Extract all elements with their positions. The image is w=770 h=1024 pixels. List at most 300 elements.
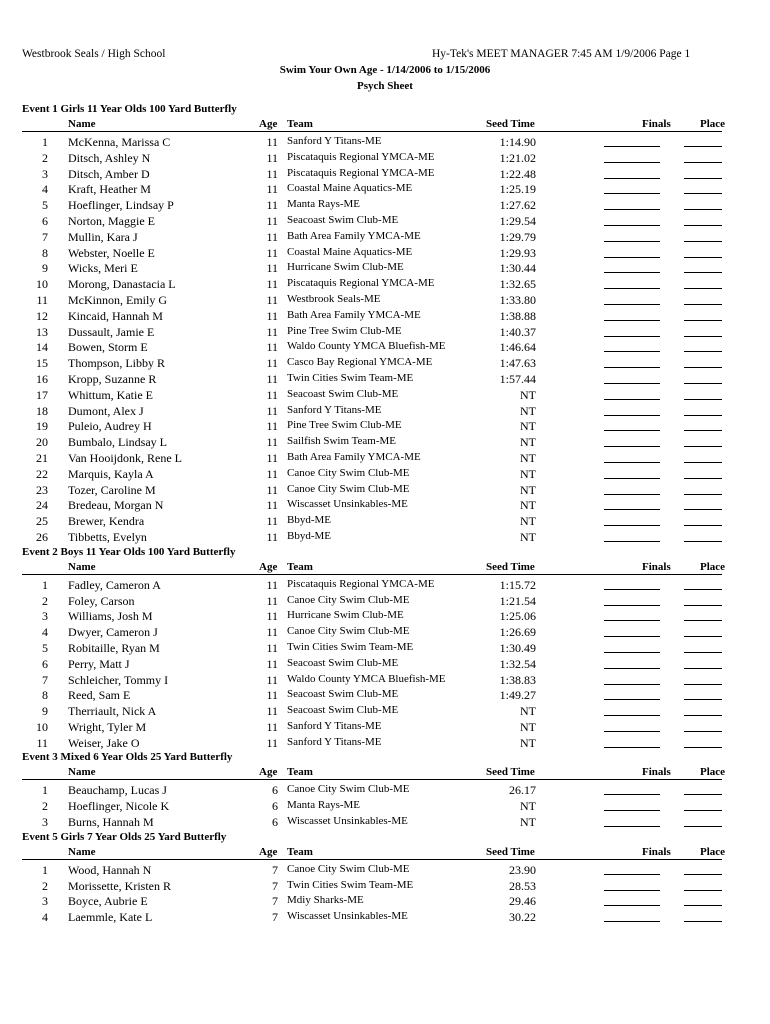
event-section <box>0 544 770 750</box>
column-header-row <box>0 765 770 781</box>
table-row <box>0 354 770 370</box>
event-section <box>0 749 770 828</box>
place-blank <box>684 146 722 147</box>
place-blank <box>684 794 722 795</box>
place-blank <box>684 430 722 431</box>
seed-time: 1:46.64 <box>499 340 536 355</box>
finals-blank <box>604 304 660 305</box>
seed-time: NT <box>520 529 536 544</box>
swimmer-name: Perry, Matt J <box>68 656 130 671</box>
swimmer-team: Wiscasset Unsinkables-ME <box>287 815 408 828</box>
entry-number: 24 <box>36 498 48 513</box>
swimmer-age: 11 <box>266 150 278 165</box>
table-row <box>0 496 770 512</box>
finals-blank <box>604 921 660 922</box>
table-row <box>0 623 770 639</box>
seed-time: 1:21.02 <box>499 150 536 165</box>
table-row <box>0 244 770 260</box>
seed-time: 1:29.93 <box>499 245 536 260</box>
event-title: Event 1 Girls 11 Year Olds 100 Yard Butterfly <box>22 103 237 115</box>
swimmer-team: Bbyd-ME <box>287 529 331 542</box>
finals-blank <box>604 525 660 526</box>
table-row <box>0 702 770 718</box>
entry-rows <box>0 781 770 828</box>
swimmer-team: Pine Tree Swim Club-ME <box>287 419 402 432</box>
seed-time: NT <box>520 466 536 481</box>
entry-number: 3 <box>42 609 48 624</box>
swimmer-age: 11 <box>266 704 278 719</box>
swimmer-age: 11 <box>266 277 278 292</box>
table-row <box>0 655 770 671</box>
place-blank <box>684 320 722 321</box>
table-row <box>0 908 770 924</box>
seed-time: NT <box>520 435 536 450</box>
place-blank <box>684 241 722 242</box>
seed-time: NT <box>520 450 536 465</box>
col-age-header: Age <box>259 560 278 573</box>
seed-time: 1:32.54 <box>499 656 536 671</box>
swimmer-team: Bbyd-ME <box>287 514 331 527</box>
swimmer-team: Sanford Y Titans-ME <box>287 403 382 416</box>
finals-blank <box>604 747 660 748</box>
finals-blank <box>604 193 660 194</box>
swimmer-team: Wiscasset Unsinkables-ME <box>287 910 408 923</box>
swimmer-team: Seacoast Swim Club-ME <box>287 387 399 400</box>
col-finals-header: Finals <box>642 560 671 573</box>
entry-number: 14 <box>36 340 48 355</box>
swimmer-team: Coastal Maine Aquatics-ME <box>287 245 413 258</box>
swimmer-team: Hurricane Swim Club-ME <box>287 609 404 622</box>
table-row <box>0 180 770 196</box>
seed-time: 1:30.49 <box>499 640 536 655</box>
swimmer-team: Canoe City Swim Club-ME <box>287 593 410 606</box>
swimmer-age: 11 <box>266 182 278 197</box>
table-row <box>0 481 770 497</box>
entry-rows <box>0 133 770 544</box>
place-blank <box>684 810 722 811</box>
swimmer-name: Wright, Tyler M <box>68 719 147 734</box>
entry-number: 11 <box>36 292 48 307</box>
finals-blank <box>604 383 660 384</box>
place-blank <box>684 351 722 352</box>
swimmer-name: Wicks, Meri E <box>68 261 138 276</box>
place-blank <box>684 921 722 922</box>
place-blank <box>684 731 722 732</box>
table-row <box>0 671 770 687</box>
table-row <box>0 228 770 244</box>
place-blank <box>684 415 722 416</box>
event-section <box>0 829 770 924</box>
seed-time: 1:29.79 <box>499 229 536 244</box>
swimmer-name: Dwyer, Cameron J <box>68 625 158 640</box>
swimmer-name: Weiser, Jake O <box>68 735 140 750</box>
seed-time: NT <box>520 498 536 513</box>
seed-time: NT <box>520 735 536 750</box>
col-age-header: Age <box>259 845 278 858</box>
finals-blank <box>604 652 660 653</box>
table-row <box>0 592 770 608</box>
place-blank <box>684 684 722 685</box>
swimmer-name: Fadley, Cameron A <box>68 577 161 592</box>
place-blank <box>684 399 722 400</box>
entry-number: 4 <box>42 625 48 640</box>
table-row <box>0 323 770 339</box>
column-header-row <box>0 560 770 576</box>
table-row <box>0 861 770 877</box>
swimmer-age: 11 <box>266 387 278 402</box>
col-finals-header: Finals <box>642 118 671 130</box>
col-seed-header: Seed Time <box>486 560 535 573</box>
table-row <box>0 449 770 465</box>
event-title: Event 3 Mixed 6 Year Olds 25 Yard Butterfly <box>22 751 233 764</box>
table-row <box>0 781 770 797</box>
seed-time: 1:27.62 <box>499 198 536 213</box>
swimmer-name: Morong, Danastacia L <box>68 277 176 292</box>
swimmer-team: Twin Cities Swim Team-ME <box>287 640 414 653</box>
seed-time: 1:15.72 <box>499 577 536 592</box>
entry-number: 2 <box>42 593 48 608</box>
swimmer-name: Tibbetts, Evelyn <box>68 529 147 544</box>
place-blank <box>684 699 722 700</box>
entry-number: 26 <box>36 529 48 544</box>
finals-blank <box>604 399 660 400</box>
place-blank <box>684 304 722 305</box>
swimmer-age: 11 <box>266 292 278 307</box>
finals-blank <box>604 209 660 210</box>
swimmer-team: Canoe City Swim Club-ME <box>287 783 410 796</box>
swimmer-age: 11 <box>266 577 278 592</box>
swimmer-name: Hoeflinger, Lindsay P <box>68 198 174 213</box>
finals-blank <box>604 589 660 590</box>
entry-number: 1 <box>42 577 48 592</box>
col-place-header: Place <box>700 766 726 779</box>
entry-number: 2 <box>42 878 48 893</box>
entry-number: 8 <box>42 688 48 703</box>
swimmer-team: Pine Tree Swim Club-ME <box>287 324 402 337</box>
finals-blank <box>604 874 660 875</box>
col-place-header: Place <box>700 118 726 130</box>
place-blank <box>684 193 722 194</box>
swimmer-name: Boyce, Aubrie E <box>68 894 148 909</box>
place-blank <box>684 225 722 226</box>
col-age-header: Age <box>259 118 278 130</box>
seed-time: NT <box>520 419 536 434</box>
seed-time: 1:49.27 <box>499 688 536 703</box>
table-row <box>0 307 770 323</box>
events-list <box>0 101 770 924</box>
page-subtitle: Psych Sheet <box>357 80 413 92</box>
entry-number: 19 <box>36 419 48 434</box>
swimmer-name: Laemmle, Kate L <box>68 910 153 925</box>
swimmer-age: 11 <box>266 609 278 624</box>
swimmer-team: Westbrook Seals-ME <box>287 292 381 305</box>
seed-time: NT <box>520 815 536 830</box>
entry-number: 13 <box>36 324 48 339</box>
col-seed-header: Seed Time <box>486 845 535 858</box>
swimmer-name: Kropp, Suzanne R <box>68 371 157 386</box>
event-title: Event 5 Girls 7 Year Olds 25 Yard Butterfly <box>22 830 227 843</box>
place-blank <box>684 620 722 621</box>
swimmer-name: Whittum, Katie E <box>68 387 153 402</box>
entry-number: 2 <box>42 799 48 814</box>
entry-number: 10 <box>36 277 48 292</box>
swimmer-age: 6 <box>272 815 278 830</box>
finals-blank <box>604 367 660 368</box>
place-blank <box>684 272 722 273</box>
finals-blank <box>604 731 660 732</box>
col-seed-header: Seed Time <box>486 118 535 130</box>
swimmer-name: Beauchamp, Lucas J <box>68 783 167 798</box>
col-place-header: Place <box>700 560 726 573</box>
finals-blank <box>604 430 660 431</box>
finals-blank <box>604 794 660 795</box>
swimmer-name: Kincaid, Hannah M <box>68 308 163 323</box>
finals-blank <box>604 699 660 700</box>
place-blank <box>684 162 722 163</box>
swimmer-age: 11 <box>266 371 278 386</box>
place-blank <box>684 336 722 337</box>
swimmer-team: Canoe City Swim Club-ME <box>287 482 410 495</box>
swimmer-team: Canoe City Swim Club-ME <box>287 862 410 875</box>
column-header-row <box>0 117 770 133</box>
swimmer-age: 11 <box>266 198 278 213</box>
seed-time: NT <box>520 482 536 497</box>
entry-number: 16 <box>36 371 48 386</box>
table-row <box>0 797 770 813</box>
table-row <box>0 338 770 354</box>
swimmer-name: Bredeau, Morgan N <box>68 498 164 513</box>
seed-time: NT <box>520 719 536 734</box>
seed-time: 30.22 <box>509 910 536 925</box>
table-row <box>0 718 770 734</box>
finals-blank <box>604 509 660 510</box>
swimmer-age: 11 <box>266 324 278 339</box>
swimmer-team: Twin Cities Swim Team-ME <box>287 371 414 384</box>
table-row <box>0 433 770 449</box>
finals-blank <box>604 541 660 542</box>
entry-number: 12 <box>36 308 48 323</box>
swimmer-team: Piscataquis Regional YMCA-ME <box>287 577 435 590</box>
swimmer-age: 7 <box>272 894 278 909</box>
place-blank <box>684 652 722 653</box>
swimmer-team: Coastal Maine Aquatics-ME <box>287 182 413 195</box>
seed-time: 1:33.80 <box>499 292 536 307</box>
place-blank <box>684 209 722 210</box>
col-name-header: Name <box>68 845 96 858</box>
finals-blank <box>604 320 660 321</box>
entry-number: 20 <box>36 435 48 450</box>
entry-number: 21 <box>36 450 48 465</box>
col-name-header: Name <box>68 766 96 779</box>
swimmer-name: Ditsch, Ashley N <box>68 150 151 165</box>
swimmer-team: Piscataquis Regional YMCA-ME <box>287 277 435 290</box>
entry-number: 23 <box>36 482 48 497</box>
entry-number: 8 <box>42 245 48 260</box>
place-blank <box>684 890 722 891</box>
swimmer-name: Van Hooijdonk, Rene L <box>68 450 182 465</box>
place-blank <box>684 826 722 827</box>
finals-blank <box>604 336 660 337</box>
column-header-row <box>0 845 770 861</box>
swimmer-team: Bath Area Family YMCA-ME <box>287 229 421 242</box>
table-row <box>0 576 770 592</box>
entry-number: 6 <box>42 656 48 671</box>
place-blank <box>684 668 722 669</box>
place-blank <box>684 494 722 495</box>
seed-time: 26.17 <box>509 783 536 798</box>
place-blank <box>684 525 722 526</box>
swimmer-age: 11 <box>266 403 278 418</box>
entry-number: 6 <box>42 213 48 228</box>
table-row <box>0 639 770 655</box>
finals-blank <box>604 146 660 147</box>
swimmer-team: Waldo County YMCA Bluefish-ME <box>287 672 446 685</box>
swimmer-team: Manta Rays-ME <box>287 799 361 812</box>
swimmer-age: 11 <box>266 450 278 465</box>
entry-number: 2 <box>42 150 48 165</box>
header-right: Hy-Tek's MEET MANAGER 7:45 AM 1/9/2006 Page 1 <box>432 48 691 60</box>
place-blank <box>684 636 722 637</box>
entry-number: 3 <box>42 166 48 181</box>
place-blank <box>684 178 722 179</box>
finals-blank <box>604 225 660 226</box>
event-section <box>0 101 770 544</box>
place-blank <box>684 446 722 447</box>
place-blank <box>684 605 722 606</box>
entry-number: 10 <box>36 719 48 734</box>
col-place-header: Place <box>700 845 726 858</box>
finals-blank <box>604 162 660 163</box>
swimmer-team: Wiscasset Unsinkables-ME <box>287 498 408 511</box>
swimmer-team: Canoe City Swim Club-ME <box>287 625 410 638</box>
table-row <box>0 528 770 544</box>
table-row <box>0 512 770 528</box>
seed-time: NT <box>520 799 536 814</box>
swimmer-age: 11 <box>266 672 278 687</box>
swimmer-age: 11 <box>266 166 278 181</box>
finals-blank <box>604 241 660 242</box>
swimmer-name: Dussault, Jamie E <box>68 324 155 339</box>
swimmer-age: 11 <box>266 482 278 497</box>
seed-time: 1:25.06 <box>499 609 536 624</box>
swimmer-name: Morissette, Kristen R <box>68 878 171 893</box>
entry-number: 5 <box>42 640 48 655</box>
swimmer-age: 11 <box>266 688 278 703</box>
swimmer-name: Tozer, Caroline M <box>68 482 156 497</box>
place-blank <box>684 715 722 716</box>
col-seed-header: Seed Time <box>486 766 535 779</box>
seed-time: 23.90 <box>509 862 536 877</box>
seed-time: 1:14.90 <box>499 135 536 149</box>
col-name-header: Name <box>68 118 96 130</box>
swimmer-team: Sanford Y Titans-ME <box>287 135 382 147</box>
table-row <box>0 417 770 433</box>
entry-number: 3 <box>42 815 48 830</box>
finals-blank <box>604 620 660 621</box>
seed-time: 1:21.54 <box>499 593 536 608</box>
place-blank <box>684 257 722 258</box>
finals-blank <box>604 272 660 273</box>
swimmer-age: 11 <box>266 640 278 655</box>
table-row <box>0 370 770 386</box>
swimmer-team: Bath Area Family YMCA-ME <box>287 450 421 463</box>
table-row <box>0 892 770 908</box>
entry-number: 3 <box>42 894 48 909</box>
seed-time: 1:26.69 <box>499 625 536 640</box>
swimmer-name: Bowen, Storm E <box>68 340 148 355</box>
swimmer-age: 6 <box>272 799 278 814</box>
seed-time: 1:32.65 <box>499 277 536 292</box>
swimmer-age: 11 <box>266 308 278 323</box>
swimmer-team: Seacoast Swim Club-ME <box>287 656 399 669</box>
table-row <box>0 386 770 402</box>
table-row <box>0 196 770 212</box>
table-row <box>0 275 770 291</box>
swimmer-name: Brewer, Kendra <box>68 514 145 529</box>
swimmer-age: 6 <box>272 783 278 798</box>
place-blank <box>684 874 722 875</box>
place-blank <box>684 747 722 748</box>
col-finals-header: Finals <box>642 845 671 858</box>
finals-blank <box>604 668 660 669</box>
swimmer-age: 7 <box>272 910 278 925</box>
table-row <box>0 165 770 181</box>
swimmer-age: 11 <box>266 593 278 608</box>
entry-rows <box>0 861 770 924</box>
swimmer-age: 11 <box>266 529 278 544</box>
swimmer-name: Burns, Hannah M <box>68 815 154 830</box>
finals-blank <box>604 605 660 606</box>
swimmer-age: 11 <box>266 340 278 355</box>
seed-time: 1:38.88 <box>499 308 536 323</box>
seed-time: 29.46 <box>509 894 536 909</box>
page-title: Swim Your Own Age - 1/14/2006 to 1/15/2006 <box>279 64 491 76</box>
finals-blank <box>604 462 660 463</box>
swimmer-name: Ditsch, Amber D <box>68 166 150 181</box>
col-team-header: Team <box>287 845 313 858</box>
swimmer-age: 11 <box>266 419 278 434</box>
swimmer-age: 11 <box>266 466 278 481</box>
table-row <box>0 291 770 307</box>
table-row <box>0 259 770 275</box>
place-blank <box>684 905 722 906</box>
seed-time: 1:40.37 <box>499 324 536 339</box>
entry-number: 7 <box>42 229 48 244</box>
entry-number: 4 <box>42 182 48 197</box>
swimmer-name: Bumbalo, Lindsay L <box>68 435 167 450</box>
table-row <box>0 813 770 829</box>
swimmer-age: 11 <box>266 245 278 260</box>
col-team-header: Team <box>287 118 313 130</box>
table-row <box>0 607 770 623</box>
entry-number: 17 <box>36 387 48 402</box>
event-title: Event 2 Boys 11 Year Olds 100 Yard Butterfly <box>22 545 236 558</box>
place-blank <box>684 383 722 384</box>
col-finals-header: Finals <box>642 766 671 779</box>
entry-number: 9 <box>42 704 48 719</box>
finals-blank <box>604 351 660 352</box>
col-team-header: Team <box>287 560 313 573</box>
swimmer-name: Williams, Josh M <box>68 609 153 624</box>
swimmer-age: 11 <box>266 261 278 276</box>
swimmer-age: 11 <box>266 625 278 640</box>
swimmer-team: Sailfish Swim Team-ME <box>287 435 397 448</box>
swimmer-name: Reed, Sam E <box>68 688 131 703</box>
finals-blank <box>604 494 660 495</box>
entry-rows <box>0 576 770 750</box>
swimmer-team: Seacoast Swim Club-ME <box>287 704 399 717</box>
finals-blank <box>604 636 660 637</box>
